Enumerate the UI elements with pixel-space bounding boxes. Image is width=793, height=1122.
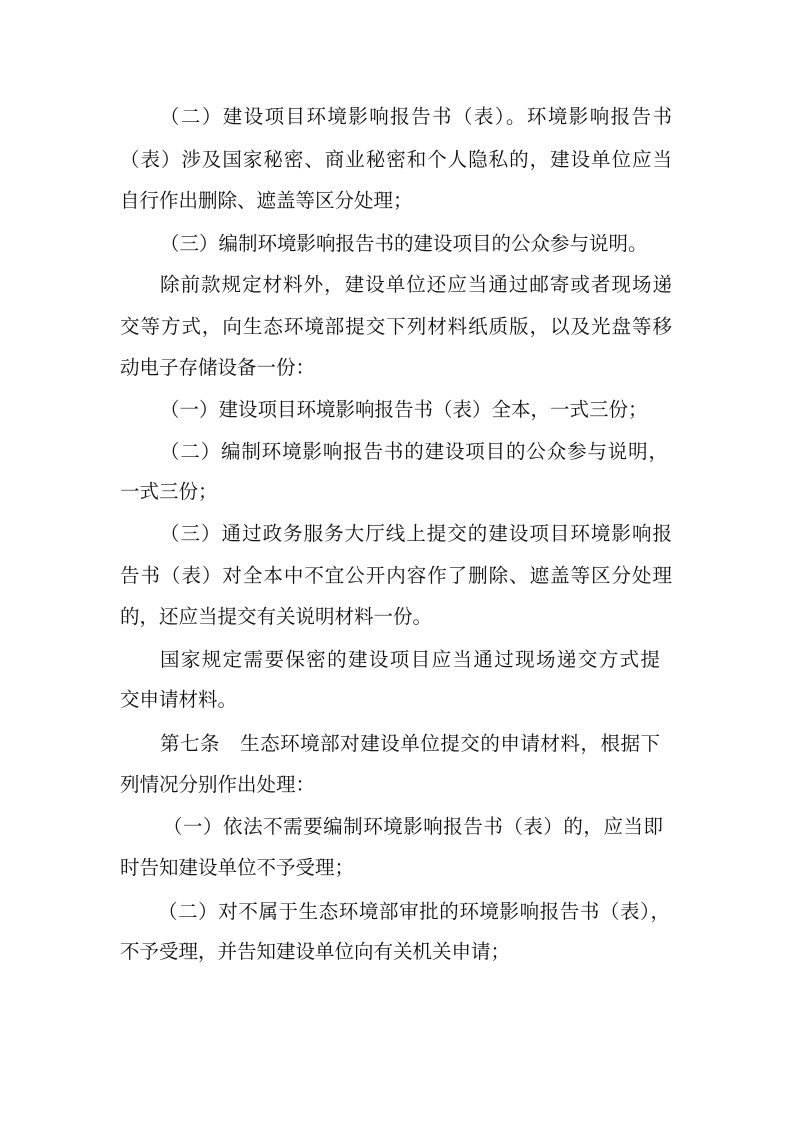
text-line: （三）编制环境影响报告书的建设项目的公众参与说明。 xyxy=(160,232,648,255)
text-line: （一）依法不需要编制环境影响报告书（表）的，应当即 xyxy=(163,815,663,838)
text-line: 时告知建设单位不予受理； xyxy=(120,856,355,879)
text-line: （二）建设项目环境影响报告书（表）。环境影响报告书 xyxy=(160,105,672,128)
text-line: 第七条 生态环境部对建设单位提交的申请材料，根据下 xyxy=(160,732,660,755)
text-line: 除前款规定材料外，建设单位还应当通过邮寄或者现场递 xyxy=(160,273,672,296)
text-line: （二）编制环境影响报告书的建设项目的公众参与说明， xyxy=(160,440,668,463)
text-line: 动电子存储设备一份： xyxy=(120,356,316,379)
text-line: （一）建设项目环境影响报告书（表）全本，一式三份； xyxy=(160,398,648,421)
text-line: 的，还应当提交有关说明材料一份。 xyxy=(120,605,433,628)
text-line: （三）通过政务服务大厅线上提交的建设项目环境影响报 xyxy=(160,522,672,545)
text-line: 自行作出删除、遮盖等区分处理； xyxy=(120,189,413,212)
text-line: 交申请材料。 xyxy=(120,688,238,711)
text-line: 不予受理，并告知建设单位向有关机关申请； xyxy=(120,940,511,963)
text-line: 国家规定需要保密的建设项目应当通过现场递交方式提 xyxy=(160,648,660,671)
text-line: 交等方式，向生态环境部提交下列材料纸质版，以及光盘等移 xyxy=(120,315,672,338)
text-line: 一式三份； xyxy=(120,480,218,503)
text-line: 告书（表）对全本中不宜公开内容作了删除、遮盖等区分处理 xyxy=(120,564,672,587)
text-line: 列情况分别作出处理： xyxy=(120,773,316,796)
text-line: （二）对不属于生态环境部审批的环境影响报告书（表）， xyxy=(158,900,670,923)
text-line: （表）涉及国家秘密、商业秘密和个人隐私的，建设单位应当 xyxy=(120,148,672,171)
